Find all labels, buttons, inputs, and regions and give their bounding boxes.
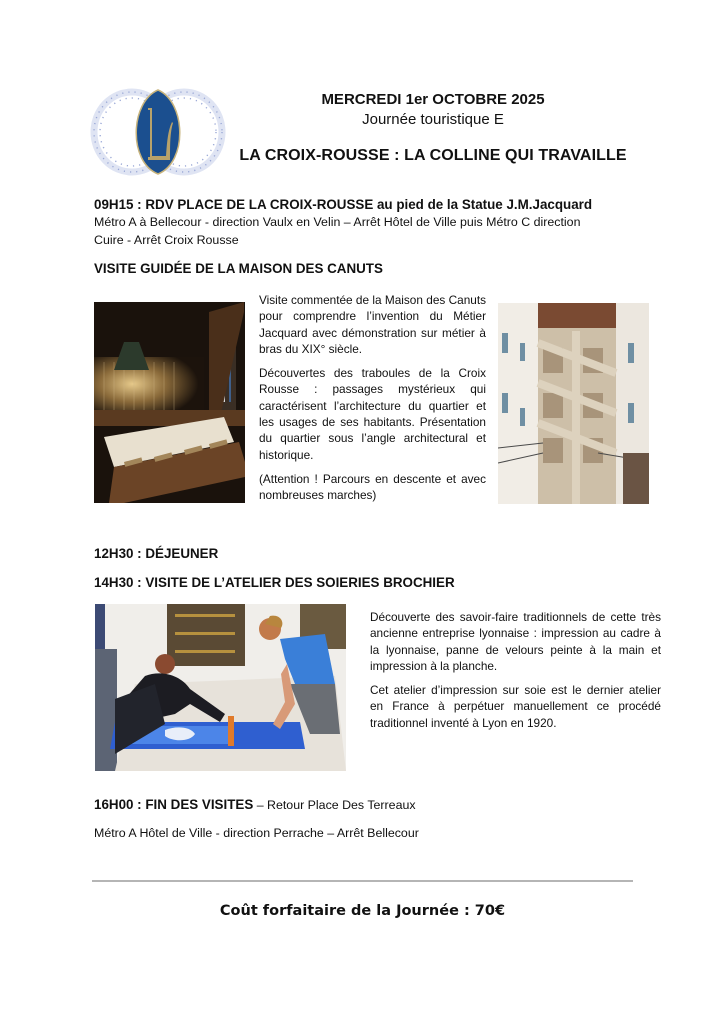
canuts-paragraph: Visite commentée de la Maison des Canuts pour comprendre l’invention du Métier Jacquard avec démonstration sur métier à bras du XIX° siècle.: [259, 293, 486, 356]
divider: [92, 880, 633, 882]
letter-l-emblem-icon: [88, 86, 228, 178]
canuts-description: [259, 292, 486, 512]
canuts-heading: VISITE GUIDÉE DE LA MAISON DES CANUTS: [94, 261, 383, 276]
jacquard-loom-photo: [94, 302, 245, 503]
end-directions: Métro A Hôtel de Ville - direction Perrache – Arrêt Bellecour: [94, 826, 419, 840]
traboule-staircase-photo: [498, 303, 649, 504]
brochier-description: [370, 609, 661, 739]
event-subtitle: Journée touristique E: [362, 111, 504, 128]
cost-label: Coût forfaitaire de la Journée : 70€: [219, 903, 506, 919]
page-title: LA CROIX-ROUSSE : LA COLLINE QUI TRAVAILLE: [239, 147, 627, 164]
meeting-directions-line1: Métro A à Bellecour - direction Vaulx en Velin – Arrêt Hôtel de Ville puis Métro C direction: [94, 215, 581, 229]
silk-printing-workshop-photo: [95, 604, 346, 771]
end-heading-bold: 16H00 : FIN DES VISITES: [94, 797, 254, 812]
brochier-paragraph: Cet atelier d’impression sur soie est le dernier atelier en France à perpétuer manuellement ce procédé traditionnel inventé à Lyon en 1920.: [370, 683, 661, 730]
meeting-directions-line2: Cuire - Arrêt Croix Rousse: [94, 233, 239, 247]
lunch-heading: 12H30 : DÉJEUNER: [94, 546, 219, 561]
canuts-paragraph: Découvertes des traboules de la Croix Rousse : passages mystérieux qui caractérisent l’architecture du quartier et les usages de ses habitants. Présentation du quartier sous l’angle architectural et historique.: [259, 366, 486, 462]
brochier-paragraph: Découverte des savoir-faire traditionnels de cette très ancienne entreprise lyonnaise : impression au cadre à la lyonnaise, panne de velours peinte à la main et impression à la planche.: [370, 610, 661, 673]
meeting-heading: 09H15 : RDV PLACE DE LA CROIX-ROUSSE au pied de la Statue J.M.Jacquard: [94, 197, 593, 212]
end-heading: [94, 797, 416, 812]
organization-logo: [88, 86, 228, 178]
canuts-paragraph: (Attention ! Parcours en descente et avec nombreuses marches): [259, 471, 486, 503]
end-heading-rest: – Retour Place Des Terreaux: [253, 798, 416, 812]
brochier-heading: 14H30 : VISITE DE L’ATELIER DES SOIERIES BROCHIER: [94, 575, 455, 590]
event-date: MERCREDI 1er OCTOBRE 2025: [321, 91, 545, 108]
